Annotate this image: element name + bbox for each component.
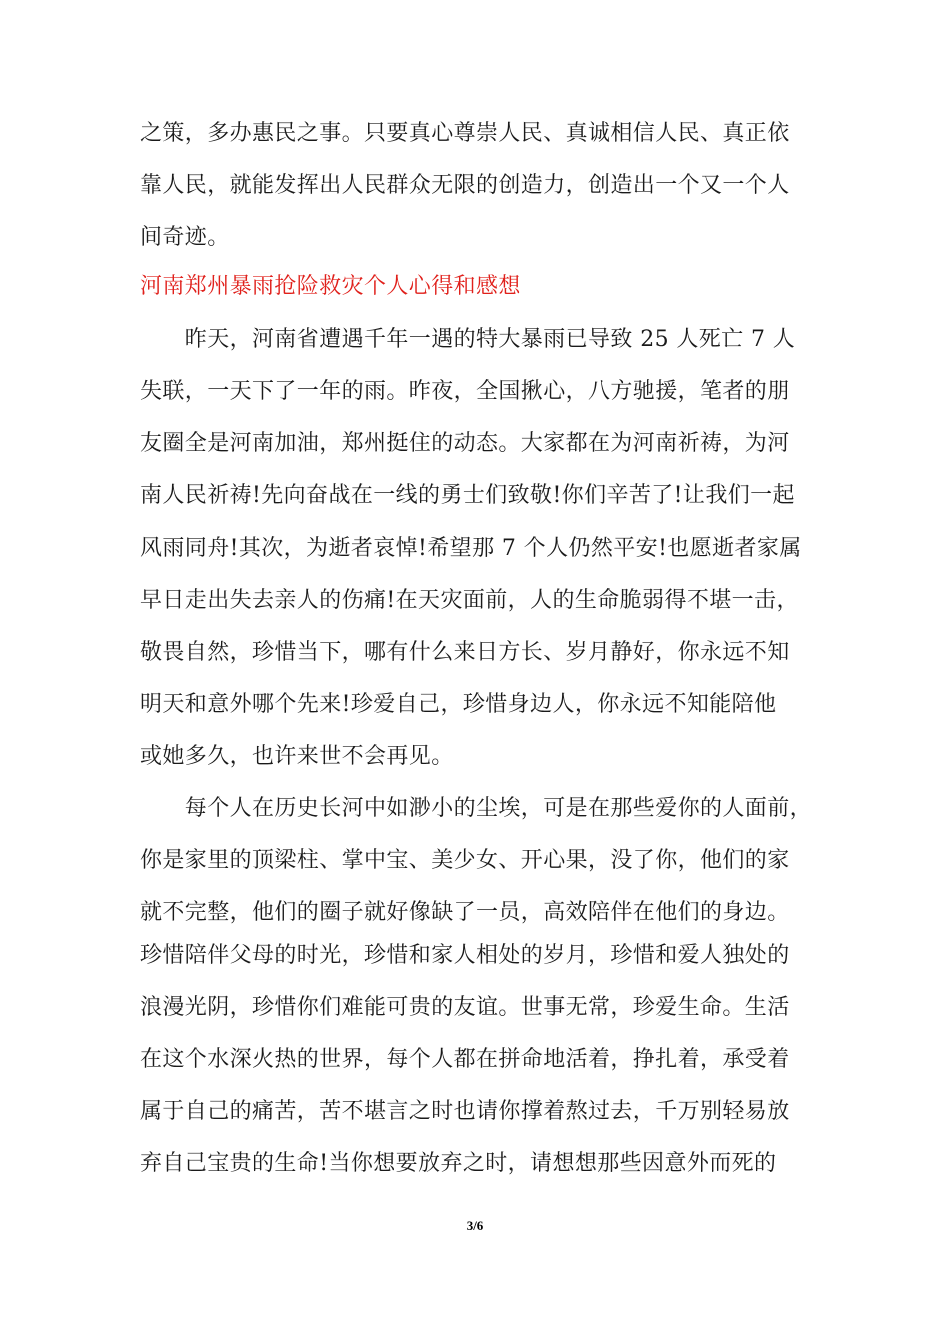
paragraph-2-line: 每个人在历史长河中如渺小的尘埃，可是在那些爱你的人面前， [140,796,813,821]
paragraph-2-line: 你是家里的顶梁柱、掌中宝、美少女、开心果，没了你，他们的家 [140,848,790,873]
paragraph-2-line: 在这个水深火热的世界，每个人都在拼命地活着，挣扎着，承受着 [140,1047,790,1072]
paragraph-1-line: 友圈全是河南加油，郑州挺住的动态。大家都在为河南祈祷，为河 [140,431,790,456]
paragraph-1-line: 明天和意外哪个先来!珍爱自己，珍惜身边人，你永远不知能陪他 [140,692,777,717]
intro-line: 间奇迹。 [140,225,230,250]
paragraph-1-line: 昨天，河南省遭遇千年一遇的特大暴雨已导致 25 人死亡 7 人 [140,327,796,352]
paragraph-2-line: 浪漫光阴，珍惜你们难能可贵的友谊。世事无常，珍爱生命。生活 [140,995,790,1020]
paragraph-1-line: 敬畏自然，珍惜当下，哪有什么来日方长、岁月静好，你永远不知 [140,640,790,665]
paragraph-2-line: 珍惜陪伴父母的时光，珍惜和家人相处的岁月，珍惜和爱人独处的 [140,943,790,968]
paragraph-2-line: 就不完整，他们的圈子就好像缺了一员，高效陪伴在他们的身边。 [140,900,790,925]
section-heading: 河南郑州暴雨抢险救灾个人心得和感想 [140,274,521,299]
paragraph-2-line: 弃自己宝贵的生命!当你想要放弃之时，请想想那些因意外而死的 [140,1151,777,1176]
page-number: 3/6 [466,1218,484,1233]
intro-line: 靠人民，就能发挥出人民群众无限的创造力，创造出一个又一个人 [140,173,790,198]
paragraph-1-line: 失联，一天下了一年的雨。昨夜，全国揪心，八方驰援，笔者的朋 [140,379,790,404]
paragraph-1-line: 早日走出失去亲人的伤痛!在天灾面前，人的生命脆弱得不堪一击， [140,588,799,613]
paragraph-2-line: 属于自己的痛苦，苦不堪言之时也请你撑着熬过去，千万别轻易放 [140,1099,790,1124]
paragraph-1-line: 或她多久，也许来世不会再见。 [140,744,454,769]
paragraph-1-line: 南人民祈祷!先向奋战在一线的勇士们致敬!你们辛苦了!让我们一起 [140,483,795,508]
paragraph-1-line: 风雨同舟!其次，为逝者哀悼!希望那 7 个人仍然平安!也愿逝者家属 [140,536,802,561]
intro-line: 之策，多办惠民之事。只要真心尊崇人民、真诚相信人民、真正依 [140,121,790,146]
